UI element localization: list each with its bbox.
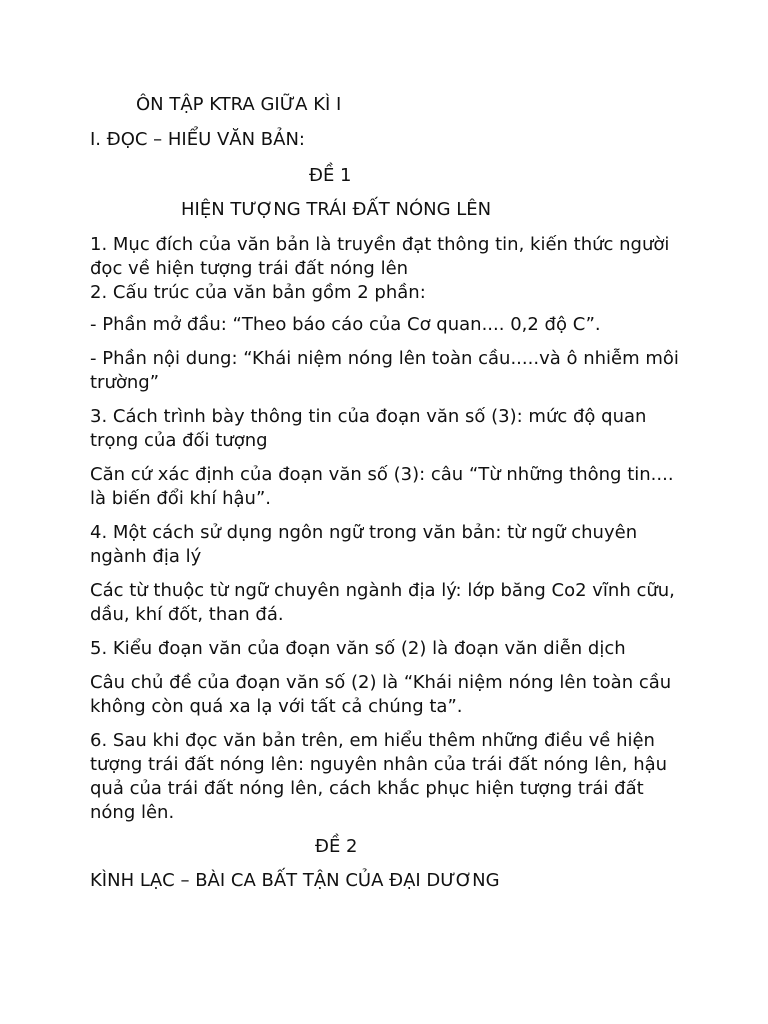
answer-4-terms: Các từ thuộc từ ngữ chuyên ngành địa lý: lớp băng Co2 vĩnh cữu, dầu, khí đốt, than đá. [90, 580, 675, 625]
answer-5: 5. Kiểu đoạn văn của đoạn văn số (2) là đoạn văn diễn dịch [90, 638, 626, 659]
passage-1-title: HIỆN TƯỢNG TRÁI ĐẤT NÓNG LÊN [181, 199, 492, 220]
exam-2-heading: ĐỀ 2 [315, 836, 358, 857]
section-heading: I. ĐỌC – HIỂU VĂN BẢN: [90, 129, 305, 150]
answer-4: 4. Một cách sử dụng ngôn ngữ trong văn bản: từ ngữ chuyên ngành địa lý [90, 522, 638, 567]
document-body [90, 93, 690, 893]
answer-3-evidence: Căn cứ xác định của đoạn văn số (3): câu “Từ những thông tin.... là biến đổi khí hậu”. [90, 464, 674, 509]
answer-6: 6. Sau khi đọc văn bản trên, em hiểu thêm những điều về hiện tượng trái đất nóng lên: nguyên nhân của trái đất nóng lên, hậu quả của trái đất nóng lên, cách khắc phục hiện tượng trái đất nóng lên. [90, 730, 668, 823]
passage-2-title: KÌNH LẠC – BÀI CA BẤT TẬN CỦA ĐẠI DƯƠNG [90, 870, 500, 891]
answer-3: 3. Cách trình bày thông tin của đoạn văn số (3): mức độ quan trọng của đối tượng [90, 406, 647, 451]
answer-1: 1. Mục đích của văn bản là truyền đạt thông tin, kiến thức người đọc về hiện tượng trái đất nóng lên [90, 234, 670, 279]
answer-2-part-2: - Phần nội dung: “Khái niệm nóng lên toàn cầu.....và ô nhiễm môi trường” [90, 348, 679, 393]
exam-1-heading: ĐỀ 1 [309, 165, 352, 186]
answer-2: 2. Cấu trúc của văn bản gồm 2 phần: [90, 282, 426, 303]
answer-2-part-1: - Phần mở đầu: “Theo báo cáo của Cơ quan.... 0,2 độ C”. [90, 314, 601, 335]
document-title: ÔN TẬP KTRA GIỮA KÌ I [136, 94, 342, 115]
answer-5-topic-sentence: Câu chủ đề của đoạn văn số (2) là “Khái niệm nóng lên toàn cầu không còn quá xa lạ với tất cả chúng ta”. [90, 672, 672, 717]
